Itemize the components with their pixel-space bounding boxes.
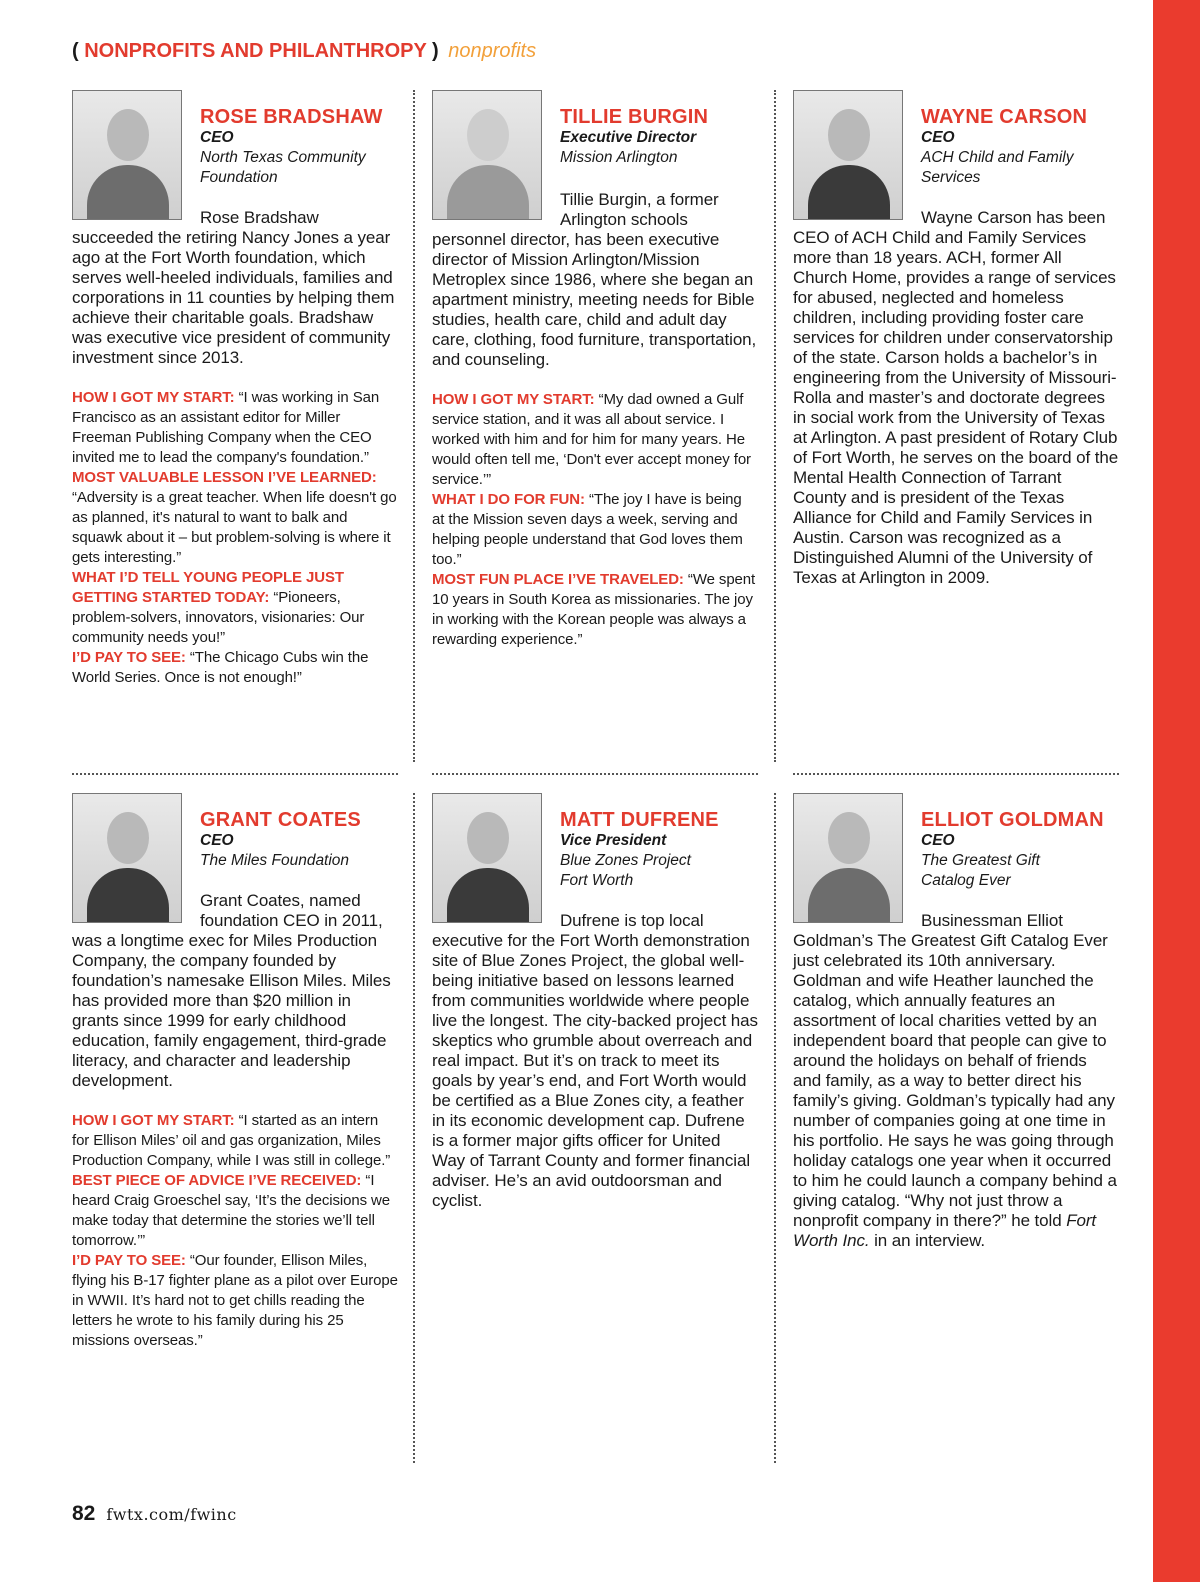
- profile-org: Catalog Ever: [921, 872, 1011, 889]
- qa-answer: “I started as an intern for Ellison Miles’ oil and gas organization, Miles Production Company, while I was still in college.”: [72, 1112, 391, 1169]
- qa-question: I’D PAY TO SEE:: [72, 1252, 186, 1269]
- qa-question: BEST PIECE OF ADVICE I’VE RECEIVED:: [72, 1172, 362, 1189]
- profile-photo: [72, 793, 182, 923]
- profile-org: North Texas Community: [200, 149, 366, 166]
- profile-name: TILLIE BURGIN: [560, 106, 709, 128]
- row-divider: [72, 773, 398, 775]
- qa-answer: “We spent 10 years in South Korea as missionaries. The joy in working with the Korean people was always a rewarding experience.”: [432, 571, 756, 648]
- qa-question: HOW I GOT MY START:: [72, 1112, 235, 1129]
- section-header: [72, 40, 536, 63]
- qa-item: [432, 490, 758, 570]
- profile-photo: [432, 90, 542, 220]
- profile-name: WAYNE CARSON: [921, 106, 1088, 128]
- profile-photo: [72, 90, 182, 220]
- qa-item: [72, 1111, 398, 1171]
- publication-name: Fort Worth Inc.: [793, 1211, 1097, 1250]
- profile-bio: Grant Coates, named foundation CEO in 2011, was a longtime exec for Miles Production Company, the company founded by foundation’s namesake Ellison Miles. Miles has provided more than $20 million in grants since 1999 for early childhood education, family engagement, third-grade literacy, and character and leadership development.: [72, 891, 391, 1090]
- profile-name: MATT DUFRENE: [560, 809, 719, 831]
- qa-answer: “Adversity is a great teacher. When life doesn't go as planned, it's natural to want to balk and squawk about it – but problem-solving is where it gets interesting.”: [72, 489, 397, 566]
- qa-question: WHAT I DO FOR FUN:: [432, 491, 585, 508]
- qa-item: [72, 388, 398, 468]
- profile-title: CEO: [200, 832, 234, 849]
- profile-card-rose-bradshaw: [72, 90, 398, 688]
- page-number: 82: [72, 1502, 96, 1525]
- profile-photo: [793, 793, 903, 923]
- profile-name: ELLIOT GOLDMAN: [921, 809, 1104, 831]
- qa-item: [72, 648, 398, 688]
- qa-answer: “I heard Craig Groeschel say, ‘It’s the decisions we make today that determine the stories we’ll tell tomorrow.’”: [72, 1172, 391, 1249]
- profile-card-matt-dufrene: [432, 793, 758, 1211]
- close-paren: ): [432, 40, 439, 62]
- profile-org: Blue Zones Project: [560, 852, 691, 869]
- qa-question: MOST VALUABLE LESSON I’VE LEARNED:: [72, 469, 377, 486]
- section-title: NONPROFITS AND PHILANTHROPY: [84, 40, 427, 62]
- qa-item: [72, 468, 398, 568]
- profile-bio: Dufrene is top local executive for the Fort Worth demonstration site of Blue Zones Project, the global well-being initiative based on lessons learned from communities worldwide where people live the longest. The city-backed project has skeptics who grumble about overreach and real impact. But it’s on track to meet its goals by year’s end, and Fort Worth would be certified as a Blue Zones city, a feather in its economic development cap. Dufrene is a former major gifts officer for United Way of Tarrant County and former financial adviser. He’s an avid outdoorsman and cyclist.: [432, 911, 758, 1210]
- qa-question: HOW I GOT MY START:: [72, 389, 235, 406]
- column-divider: [413, 90, 415, 762]
- page-footer: [72, 1502, 237, 1526]
- profile-org: Services: [921, 169, 981, 186]
- qa-item: [72, 568, 398, 648]
- qa-question: HOW I GOT MY START:: [432, 391, 595, 408]
- profile-bio: Wayne Carson has been CEO of ACH Child and Family Services more than 18 years. ACH, former All Church Home, provides a range of services for abused, neglected and homeless children, including providing foster care services for children under conservatorship of the state. Carson holds a bachelor’s in engineering from the University of Missouri-Rolla and master’s and doctorate degrees in social work from the University of Texas at Arlington. A past president of Rotary Club of Fort Worth, he serves on the board of the Mental Health Connection of Tarrant County and is president of the Texas Alliance for Child and Family Services in Austin. Carson was recognized as a Distinguished Alumni of the University of Texas at Arlington in 2009.: [793, 208, 1119, 587]
- profile-bio: [793, 911, 1119, 1251]
- profile-org: ACH Child and Family: [921, 149, 1074, 166]
- qa-item: [72, 1171, 398, 1251]
- profile-title: Vice President: [560, 832, 667, 849]
- qa-answer: “I was working in San Francisco as an assistant editor for Miller Freeman Publishing Company when the CEO invited me to lead the company's foundation.”: [72, 389, 380, 466]
- qa-answer: “Our founder, Ellison Miles, flying his B-17 fighter plane as a pilot over Europe in WWII. It’s hard not to get chills reading the letters he wrote to his family during his 25 missions overseas.”: [72, 1252, 398, 1349]
- column-divider: [413, 793, 415, 1463]
- profile-title: CEO: [200, 129, 234, 146]
- profile-title: Executive Director: [560, 129, 697, 146]
- profile-name: ROSE BRADSHAW: [200, 106, 383, 128]
- side-color-bar: [1153, 0, 1200, 1582]
- profile-title: CEO: [921, 832, 955, 849]
- profile-org: The Miles Foundation: [200, 852, 350, 869]
- profile-bio-text: Businessman Elliot Goldman’s The Greatest Gift Catalog Ever just celebrated its 10th anniversary. Goldman and wife Heather launched the catalog, which annually features an assortment of local charities vetted by an independent board that people can give to around the holidays on behalf of friends and family, as a way to better direct his family’s giving. Goldman’s typically had any number of companies going at one time in his portfolio. He says he was going through holiday catalogs one year when it occurred to him he could launch a company behind a giving catalog. “Why not just throw a nonprofit company in there?” he told: [793, 911, 1117, 1230]
- profile-org: Fort Worth: [560, 872, 634, 889]
- profile-bio: Tillie Burgin, a former Arlington schools personnel director, has been executive director of Mission Arlington/Mission Metroplex since 1986, where she began an apartment ministry, meeting needs for Bible studies, health care, child and adult day care, clothing, food furniture, transportation, and counseling.: [432, 190, 757, 369]
- column-divider: [774, 793, 776, 1463]
- qa-answer: “My dad owned a Gulf service station, and it was all about service. I worked with him and for him for many years. He would often tell me, ‘Don't ever accept money for service.’”: [432, 391, 751, 488]
- qa-item: [72, 1251, 398, 1351]
- profile-card-grant-coates: [72, 793, 398, 1351]
- qa-question: WHAT I’D TELL YOUNG PEOPLE JUST GETTING STARTED TODAY:: [72, 569, 344, 606]
- qa-question: MOST FUN PLACE I’VE TRAVELED:: [432, 571, 684, 588]
- profile-title: CEO: [921, 129, 955, 146]
- profile-card-wayne-carson: [793, 90, 1119, 588]
- profile-name: GRANT COATES: [200, 809, 361, 831]
- footer-url: fwtx.com/fwinc: [106, 1505, 237, 1524]
- profile-org: Foundation: [200, 169, 278, 186]
- profile-org: Mission Arlington: [560, 149, 678, 166]
- row-divider: [793, 773, 1119, 775]
- qa-item: [432, 570, 758, 650]
- column-divider: [774, 90, 776, 762]
- profile-card-tillie-burgin: [432, 90, 758, 650]
- profile-org: The Greatest Gift: [921, 852, 1040, 869]
- qa-answer: “Pioneers, problem-solvers, innovators, visionaries: Our community needs you!”: [72, 589, 365, 646]
- row-divider: [432, 773, 758, 775]
- qa-item: [432, 390, 758, 490]
- profile-photo: [432, 793, 542, 923]
- profile-card-elliot-goldman: [793, 793, 1119, 1251]
- qa-answer: “The Chicago Cubs win the World Series. Once is not enough!”: [72, 649, 369, 686]
- profile-photo: [793, 90, 903, 220]
- qa-answer: “The joy I have is being at the Mission seven days a week, serving and helping people understand that God loves them too.”: [432, 491, 743, 568]
- subsection-title: nonprofits: [448, 40, 537, 62]
- profile-bio-end: in an interview.: [869, 1231, 985, 1250]
- qa-question: I’D PAY TO SEE:: [72, 649, 186, 666]
- open-paren: (: [72, 40, 79, 62]
- profile-bio: Rose Bradshaw succeeded the retiring Nancy Jones a year ago at the Fort Worth foundation, which serves well-heeled individuals, families and corporations in 11 counties by helping them achieve their charitable goals. Bradshaw was executive vice president of community investment since 2013.: [72, 208, 395, 367]
